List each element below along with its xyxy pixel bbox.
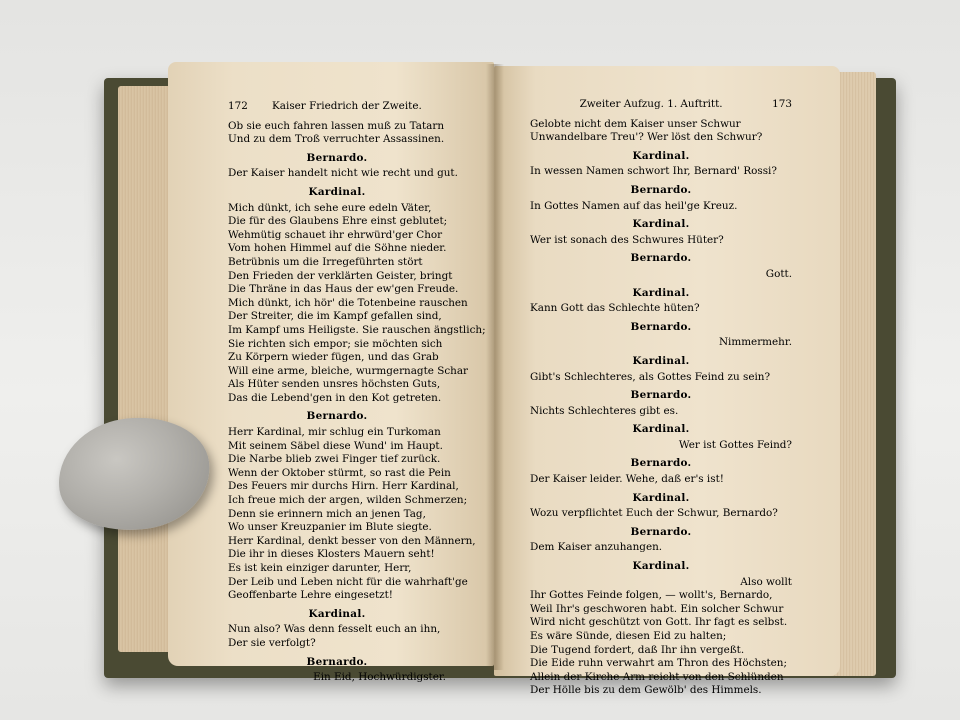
verse-line: In Gottes Namen auf das heil'ge Kreuz. — [530, 199, 738, 212]
verse-line: Weil Ihr's geschworen habt. Ein solcher Schwur — [530, 602, 784, 615]
verse-line: Die Eide ruhn verwahrt am Thron des Höchsten; — [530, 657, 787, 670]
verse-line: Die Tugend fordert, daß Ihr ihn vergeßt. — [530, 643, 745, 656]
verse-line: Nun also? Was denn fesselt euch an ihn, — [228, 623, 441, 636]
verse-line: Das die Lebend'gen in den Kot getreten. — [228, 391, 442, 404]
verse-line: Ein Eid, Hochwürdigster. — [313, 671, 446, 684]
right-running-header — [530, 98, 792, 112]
verse-line: Die für des Glaubens Ehre einst geblutet; — [228, 215, 448, 228]
verse-line: Nichts Schlechteres gibt es. — [530, 404, 679, 417]
verse-line: Die Narbe blieb zwei Finger tief zurück. — [228, 453, 441, 466]
verse-line: Betrübnis um die Irregeführten stört — [228, 255, 423, 268]
verse-line: Ich freue mich der argen, wilden Schmerzen; — [228, 494, 468, 507]
verse-line: Nimmermehr. — [718, 336, 792, 349]
verse-line: Den Frieden der verklärten Geister, bringt — [228, 269, 453, 282]
verse-line: Sie richten sich empor; sie möchten sich — [228, 337, 443, 350]
speaker-name: Kardinal. — [632, 560, 690, 573]
verse-line: Gibt's Schlechteres, als Gottes Feind zu sein? — [530, 370, 771, 383]
left-page-number: 172 — [228, 100, 248, 112]
verse-line: Es ist kein einziger darunter, Herr, — [228, 562, 412, 574]
verse-line: Zu Körpern wieder fügen, und das Grab — [228, 351, 439, 364]
speaker-name: Bernardo. — [630, 525, 692, 538]
verse-line: Allein der Kirche Arm reicht von den Schlünden — [530, 670, 784, 683]
verse-line: Der Leib und Leben nicht für die wahrhaft'ge — [228, 575, 468, 588]
verse-line: Im Kampf ums Heiligste. Sie rauschen ängstlich; — [228, 323, 486, 336]
verse-line: Wer ist sonach des Schwures Hüter? — [530, 233, 724, 246]
verse-line: Der Kaiser leider. Wehe, daß er's ist! — [530, 473, 724, 486]
speaker-name: Kardinal. — [308, 607, 366, 620]
speaker-name: Bernardo. — [306, 151, 368, 164]
verse-line: Wird nicht geschützt von Gott. Ihr fagt es selbst. — [530, 616, 788, 629]
verse-line: Wehmütig schauet ihr ehrwürd'ger Chor — [228, 228, 443, 241]
left-running-header — [228, 100, 446, 114]
speaker-name: Kardinal. — [632, 218, 690, 231]
speaker-name: Bernardo. — [630, 183, 692, 196]
speaker-name: Kardinal. — [308, 185, 366, 198]
verse-line: Herr Kardinal, mir schlug ein Turkoman — [228, 426, 441, 439]
verse-line: In wessen Namen schwort Ihr, Bernard' Rossi? — [530, 165, 777, 178]
verse-line: Die ihr in dieses Klosters Mauern seht! — [228, 548, 435, 561]
verse-line: Will eine arme, bleiche, wurmgernagte Schar — [228, 364, 468, 377]
verse-line: Geoffenbarte Lehre eingesetzt! — [228, 589, 393, 602]
speaker-name: Kardinal. — [632, 286, 690, 299]
verse-line: Der Kaiser handelt nicht wie recht und gut. — [228, 167, 458, 180]
left-page-text — [228, 100, 486, 685]
verse-line: Vom hohen Himmel auf die Söhne nieder. — [228, 242, 447, 255]
verse-line: Gelobte nicht dem Kaiser unser Schwur — [530, 117, 741, 130]
speaker-name: Kardinal. — [632, 423, 690, 436]
verse-line: Und zu dem Troß verruchter Assassinen. — [228, 133, 445, 146]
speaker-name: Kardinal. — [632, 149, 690, 162]
verse-line: Der sie verfolgt? — [228, 636, 316, 649]
right-page-text — [530, 98, 792, 698]
verse-line: Wer ist Gottes Feind? — [678, 438, 792, 451]
left-running-head: Kaiser Friedrich der Zweite. — [272, 100, 422, 112]
verse-line: Wenn der Oktober stürmt, so rast die Pein — [228, 466, 451, 479]
speaker-name: Bernardo. — [306, 655, 368, 668]
verse-line: Kann Gott das Schlechte hüten? — [530, 302, 700, 315]
speaker-name: Bernardo. — [630, 457, 692, 470]
verse-line: Wozu verpflichtet Euch der Schwur, Bernardo? — [530, 507, 778, 520]
verse-line: Herr Kardinal, denkt besser von den Männern, — [228, 534, 476, 547]
verse-line: Ob sie euch fahren lassen muß zu Tatarn — [228, 119, 445, 132]
left-page-lines — [228, 119, 486, 685]
verse-line: Als Hüter senden unsres höchsten Guts, — [228, 378, 441, 391]
speaker-name: Bernardo. — [630, 320, 692, 333]
right-page-lines — [530, 118, 792, 698]
verse-line: Es wäre Sünde, diesen Eid zu halten; — [530, 630, 727, 642]
verse-line: Also wollt — [740, 575, 792, 588]
verse-line: Mit seinem Säbel diese Wund' im Haupt. — [228, 439, 443, 452]
right-page-number: 173 — [772, 98, 792, 110]
verse-line: Gott. — [765, 267, 792, 280]
verse-line: Dem Kaiser anzuhangen. — [530, 541, 663, 554]
verse-line: Mich dünkt, ich sehe eure edeln Väter, — [228, 201, 432, 214]
speaker-name: Bernardo. — [306, 410, 368, 423]
speaker-name: Kardinal. — [632, 491, 690, 504]
verse-line: Ihr Gottes Feinde folgen, — wollt's, Bernardo, — [530, 589, 773, 602]
verse-line: Die Thräne in das Haus der ew'gen Freude. — [228, 283, 459, 296]
speaker-name: Bernardo. — [630, 252, 692, 265]
verse-line: Der Hölle bis zu dem Gewölb' des Himmels. — [530, 684, 762, 697]
book-gutter — [486, 64, 504, 670]
speaker-name: Kardinal. — [632, 354, 690, 367]
verse-line: Denn sie erinnern mich an jenen Tag, — [228, 507, 426, 520]
verse-line: Des Feuers mir durchs Hirn. Herr Kardinal, — [228, 480, 459, 493]
verse-line: Mich dünkt, ich hör' die Totenbeine rauschen — [228, 296, 468, 309]
verse-line: Der Streiter, die im Kampf gefallen sind, — [228, 310, 442, 323]
speaker-name: Bernardo. — [630, 389, 692, 402]
verse-line: Wo unser Kreuzpanier im Blute siegte. — [228, 521, 432, 534]
verse-line: Unwandelbare Treu'? Wer löst den Schwur? — [530, 131, 763, 144]
right-running-head: Zweiter Aufzug. 1. Auftritt. — [579, 98, 723, 110]
